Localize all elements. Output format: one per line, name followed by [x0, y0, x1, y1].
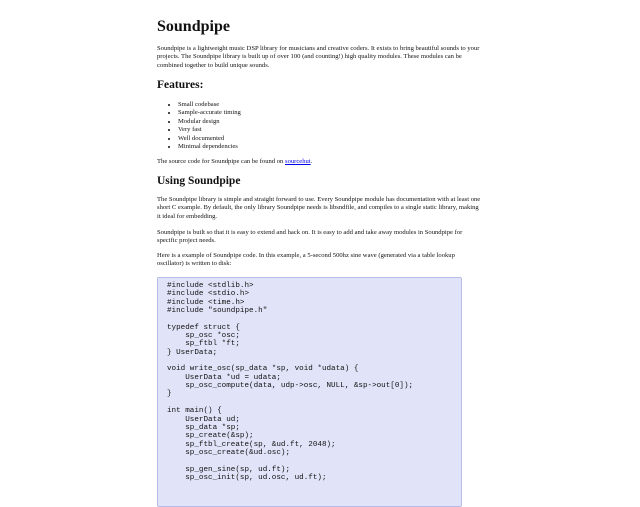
page-title: Soundpipe	[157, 18, 230, 35]
list-item: • Small codebase	[178, 101, 241, 109]
using-paragraph-3: Here is a example of Soundpipe code. In this example, a 5-second 500hz sine wave (generated via a table lookup oscillator) is written to disk:	[157, 252, 455, 268]
list-item: • Minimal dependencies	[178, 143, 241, 151]
using-paragraph-1: The Soundpipe library is simple and straight forward to use. Every Soundpipe module has documentation with at least one short C example. By default, the only library Soundpipe needs is libsndfile, and compiles to a single static library, making it ideal for embedding.	[157, 196, 481, 220]
code-block[interactable]: #include <stdlib.h> #include <stdio.h> #include <time.h> #include "soundpipe.h" typedef struct { sp_osc *osc; sp_ftbl *ft; } UserData; void write_osc(sp_data *sp, void *udata) { UserData *ud = udata; sp_osc_compute(data, udp->osc, NULL, &sp->out[0]); } int main() { UserData ud; sp_data *sp; sp_create(&sp); sp_ftbl_create(sp, &ud.ft, 2048); sp_osc_create(&ud.osc); sp_gen_sine(sp, ud.ft); sp_osc_init(sp, ud.osc, ud.ft);	[157, 277, 462, 507]
features-heading: Features:	[157, 79, 204, 91]
list-item: • Modular design	[178, 118, 241, 126]
using-paragraph-2: Soundpipe is built so that it is easy to extend and hack on. It is easy to add and take away modules in Soundpipe for specific project needs.	[157, 229, 463, 245]
list-item: • Well documented	[178, 135, 241, 143]
source-suffix: .	[310, 158, 313, 165]
source-paragraph	[157, 158, 483, 166]
using-heading: Using Soundpipe	[157, 175, 241, 187]
list-item: • Very fast	[178, 126, 241, 134]
list-item: • Sample-accurate timing	[178, 109, 241, 117]
intro-paragraph: Soundpipe is a lightweight music DSP library for musicians and creative coders. It exists to bring beautiful sounds to your projects. The Soundpipe library is built up of over 100 (and counting!) high quality modules. These modules can be combined together to build unique sounds.	[157, 45, 480, 69]
features-list	[157, 101, 241, 151]
sourcehut-link[interactable]: sourcehut	[285, 158, 311, 165]
source-prefix: The source code for Soundpipe can be found on	[157, 158, 285, 165]
